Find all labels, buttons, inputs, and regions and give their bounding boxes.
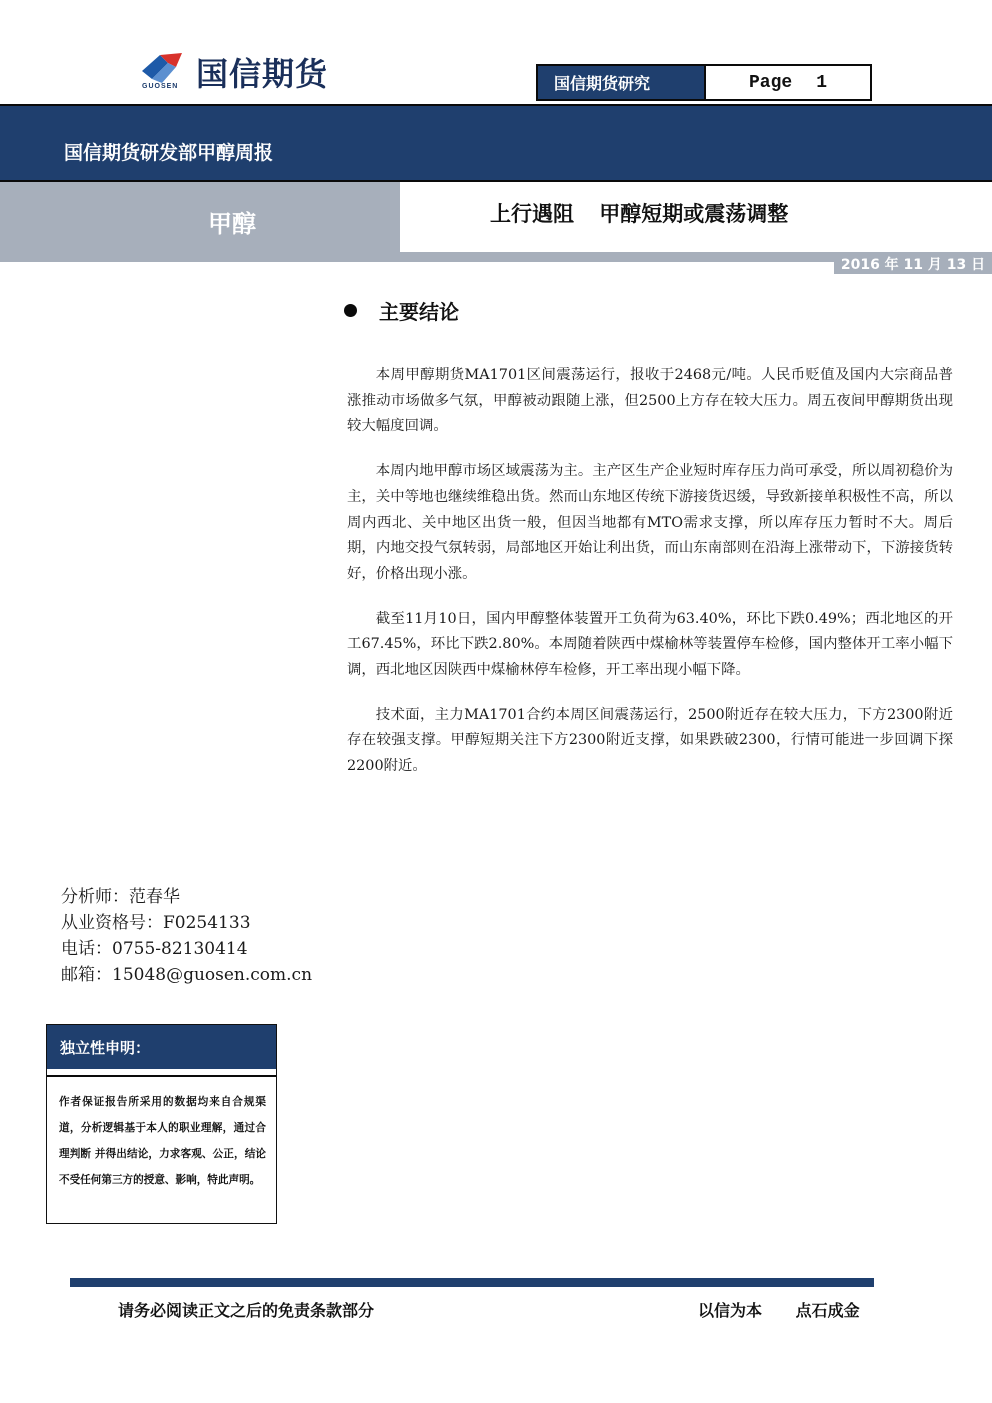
paragraph-price: 本周甲醇期货MA1701区间震荡运行，报收于2468元/吨。人民币贬值及国内大宗商品普涨推动市场做多气氛，甲醇被动跟随上涨，但2500上方存在较大压力。周五夜间甲醇期货出现较大幅度回调。 [347,367,953,435]
statement-title: 独立性申明： [47,1025,276,1069]
analyst-email: 邮箱：15048@guosen.com.cn [61,965,313,985]
page-number-box [706,66,870,99]
page-label: Page [748,72,793,93]
analyst-license: 从业资格号：F0254133 [61,913,251,933]
bullet-icon [344,304,357,317]
page-number: 1 [816,72,828,93]
analyst-phone: 电话：0755-82130414 [61,939,248,959]
footer-disclaimer-note: 请务必阅读正文之后的免责条款部分 [118,1301,375,1320]
research-label: 国信期货研究 [538,66,706,99]
paragraph-operating-rate: 截至11月10日，国内甲醇整体装置开工负荷为63.40%，环比下跌0.49%；西北地区的开工67.45%，环比下跌2.80%。本周随着陕西中煤榆林等装置停车检修，国内整体开工率小幅下调，西北地区因陕西中煤榆林停车检修，开工率出现小幅下降。 [347,610,953,679]
independence-statement [46,1024,277,1224]
statement-text: 作者保证报告所采用的数据均来自合规渠道，分析逻辑基于本人的职业理解，通过合理判断 并得出结论，力求客观、公正，结论不受任何第三方的授意、影响，特此声明。 [59,1096,266,1186]
logo-wordmark: 国信期货 [196,55,329,93]
report-series-title: 国信期货研发部甲醇周报 [64,142,274,164]
section-title: 主要结论 [379,300,459,324]
category-box [0,182,400,252]
category-label: 甲醇 [208,210,256,238]
paragraph-market: 本周内地甲醇市场区域震荡为主。主产区生产企业短时库存压力尚可承受，所以周初稳价为主，关中等地也继续维稳出货。然而山东地区传统下游接货迟缓，导致新接单积极性不高，所以周内西北、关中地区出货一般，但因当地都有MTO需求支撑，所以库存压力暂时不大。周后期，内地交投气氛转弱，局部地区开始让利出货，而山东南部则在沿海上涨带动下，下游接货转好，价格出现小涨。 [347,463,953,582]
analyst-name: 分析师：范春华 [61,887,180,907]
analyst-info [61,884,312,988]
footer-rule [70,1278,874,1287]
page-indicator [536,64,872,101]
logo-subtext: GUOSEN [142,83,179,90]
report-headline: 上行遇阻 甲醇短期或震荡调整 [490,202,789,226]
conclusion-body [347,363,953,799]
company-logo [138,45,378,97]
report-date: 2016 年 11 月 13 日 [840,257,986,273]
section-heading [344,296,459,325]
footer-slogan: 以信为本 点石成金 [698,1301,860,1320]
paragraph-technical: 技术面，主力MA1701合约本周区间震荡运行，2500附近存在较大压力，下方2300附近存在较强支撑。甲醇短期关注下方2300附近支撑，如果跌破2300，行情可能进一步回调下探2200附近。 [347,706,953,775]
